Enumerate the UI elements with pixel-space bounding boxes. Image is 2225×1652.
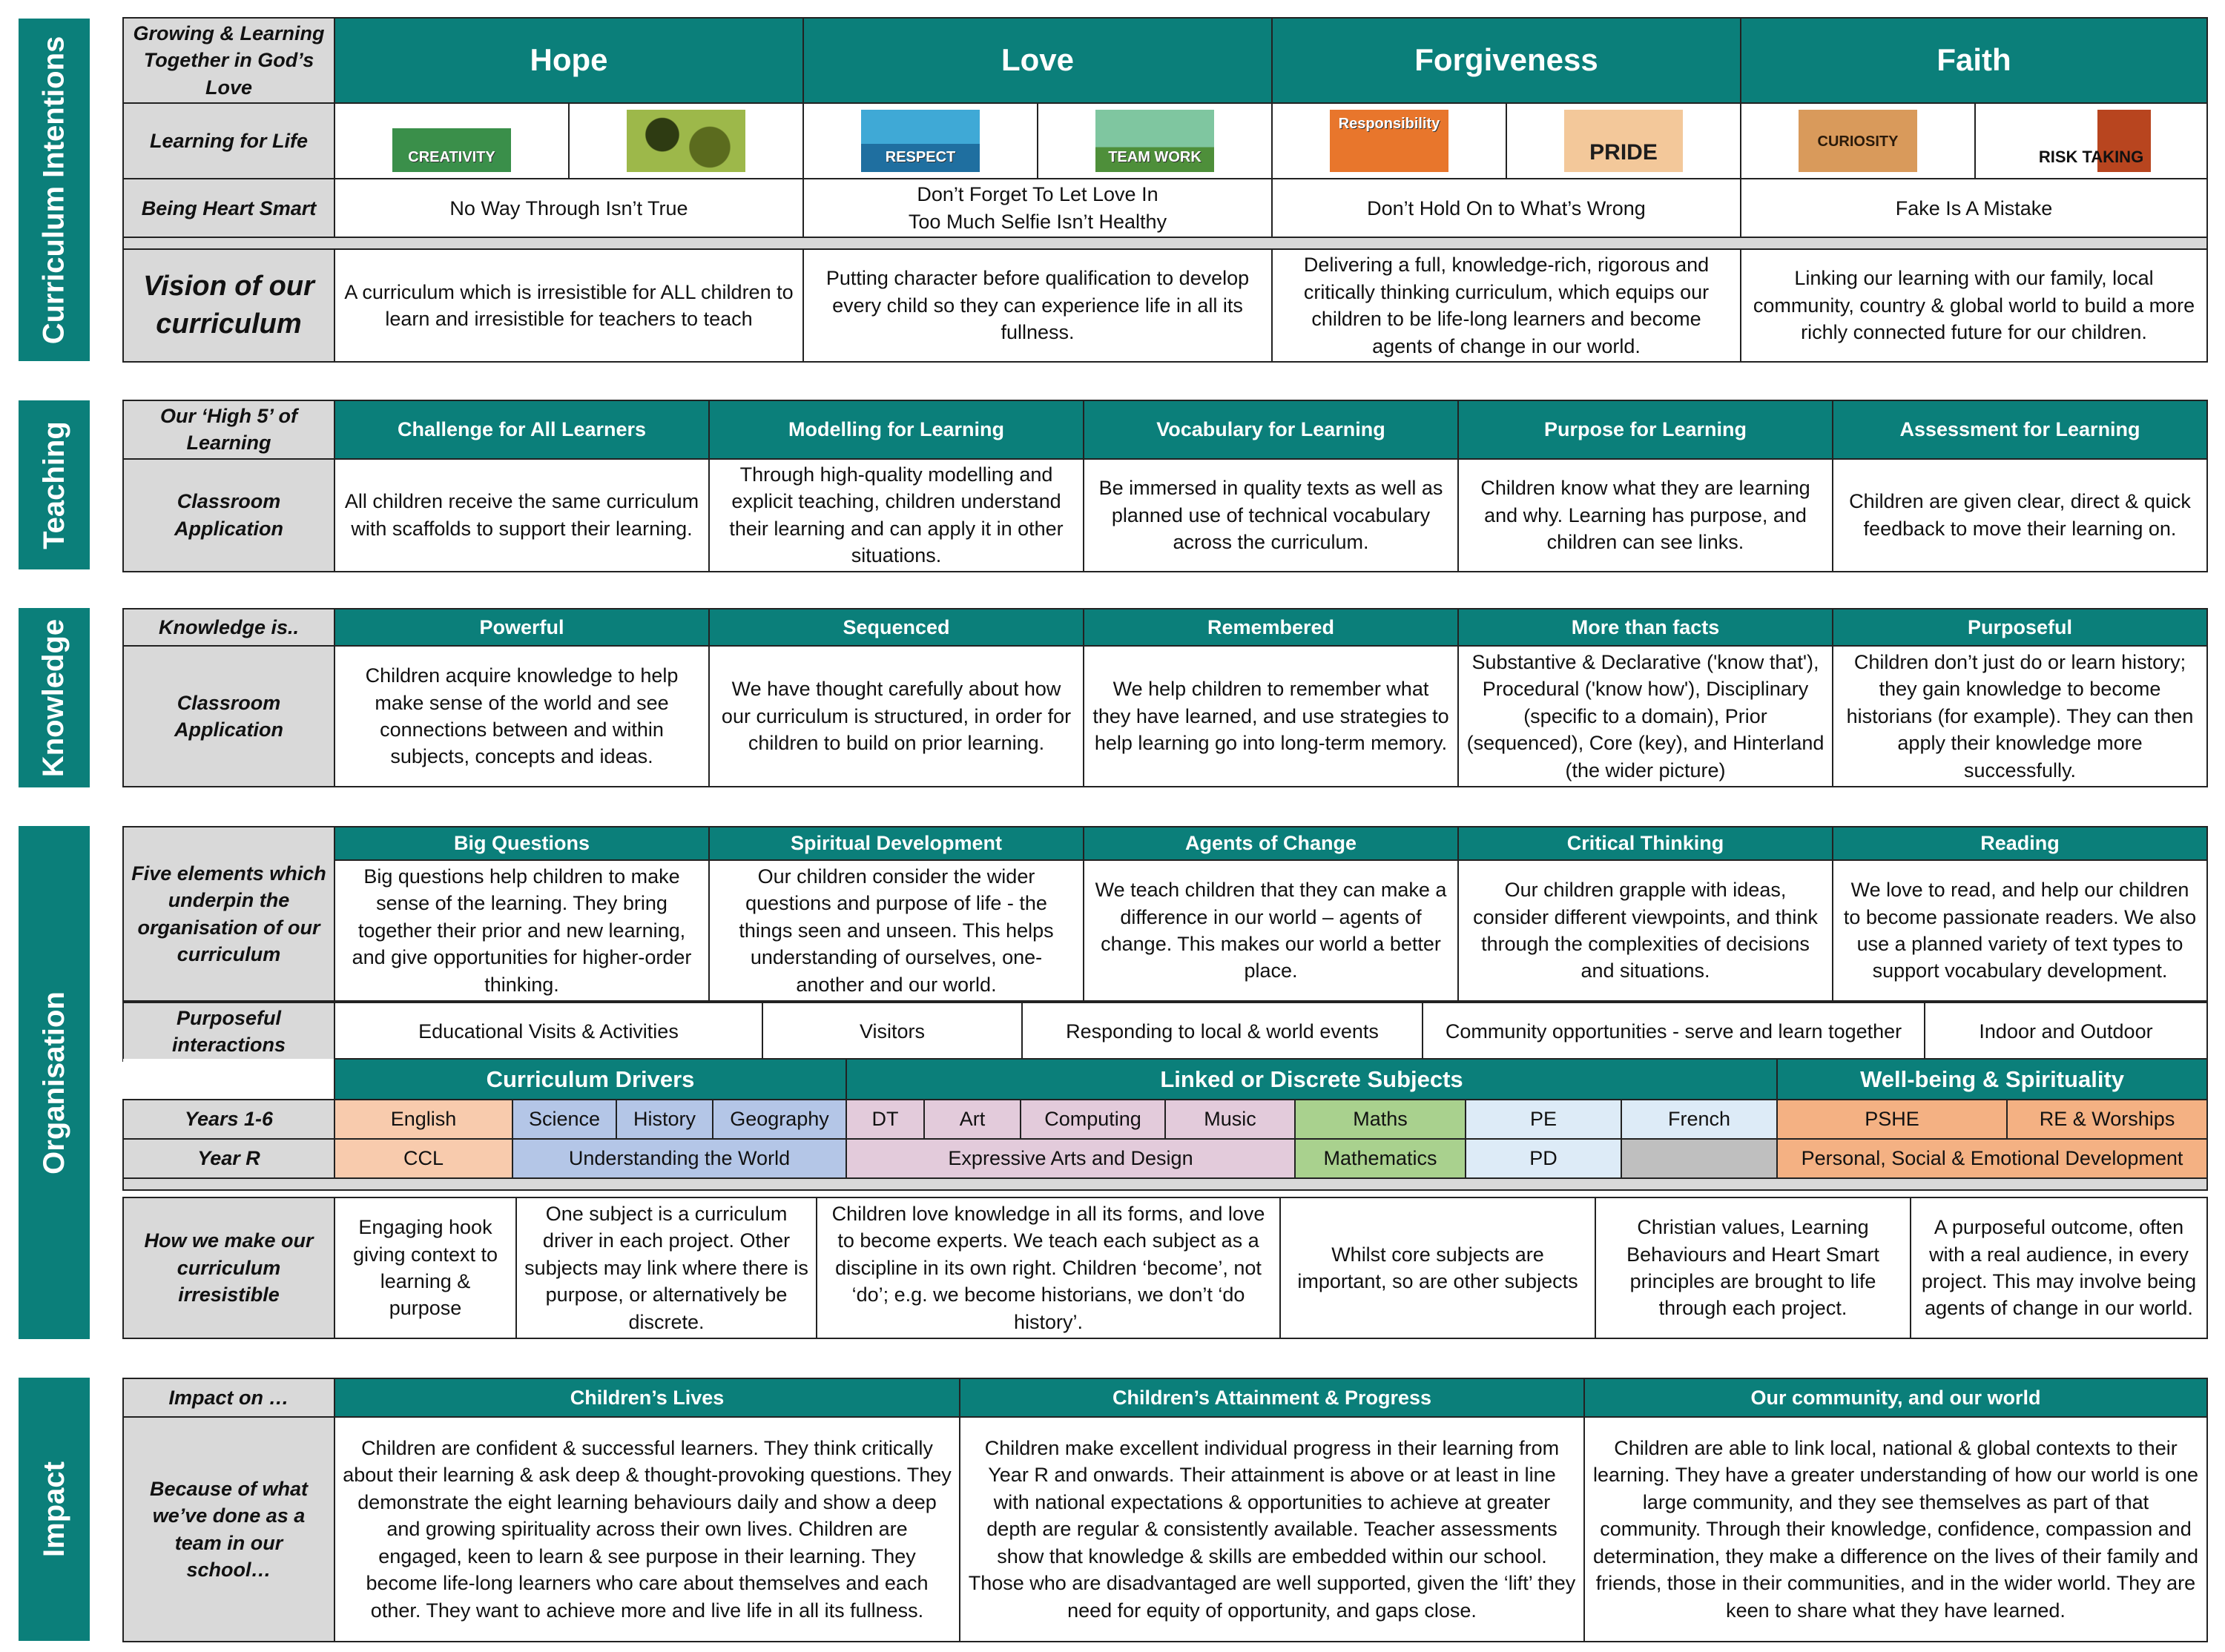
subject-psed: Personal, Social & Emotional Development [1777, 1139, 2207, 1178]
element-header: Spiritual Development [709, 827, 1084, 860]
organisation-five-elements [122, 826, 2208, 1002]
heart-love-line-2: Too Much Selfie Isn’t Healthy [908, 210, 1167, 233]
icon-label: CREATIVITY [408, 149, 495, 166]
vision-love: Putting character before qualification to develop every child so they can experience life in all its fullness. [803, 249, 1272, 362]
teaching-application: Children know what they are learning and why. Learning has purpose, and children can see links. [1458, 459, 1833, 572]
interaction-item: Community opportunities - serve and learn together [1423, 1002, 1925, 1061]
irresistible-item: A purposeful outcome, often with a real audience, in every project. This may involve being agents of change in our world. [1911, 1197, 2207, 1338]
curiosity-icon [1799, 110, 1917, 172]
value-love: Love [803, 18, 1272, 103]
knowledge-application: Children don’t just do or learn history; they gain knowledge to become historians (for example). They can then apply their knowledge more successfully. [1833, 646, 2207, 787]
teaching-table [122, 400, 2208, 572]
irresistible-item: One subject is a curriculum driver in each project. Other subjects may link where there is purpose, or alternatively be discrete. [516, 1197, 817, 1338]
group-linked-subjects: Linked or Discrete Subjects [846, 1059, 1777, 1100]
subject-french: French [1621, 1100, 1777, 1139]
high-five-label: Our ‘High 5’ of Learning [123, 400, 334, 459]
knowledge-header: Purposeful [1833, 609, 2207, 646]
creativity-icon [392, 110, 511, 172]
knowledge-header: More than facts [1458, 609, 1833, 646]
section-label: Knowledge [37, 618, 70, 777]
irresistible-table [122, 1197, 2208, 1339]
because-label: Because of what we’ve done as a team in our school… [123, 1417, 334, 1642]
section-label: Teaching [37, 420, 70, 549]
vision-label: Vision of our curriculum [123, 249, 334, 362]
teaching-application: All children receive the same curriculum with scaffolds to support their learning. [334, 459, 709, 572]
teaching-application: Be immersed in quality texts as well as planned use of technical vocabulary across the curriculum. [1084, 459, 1458, 572]
teaching-header: Challenge for All Learners [334, 400, 709, 459]
knowledge-application: Substantive & Declarative ('know that'), Procedural ('know how'), Disciplinary (specific to a domain), Prior (sequenced), Core (key), and Hinterland (the wider picture) [1458, 646, 1833, 787]
impact-header: Children’s Lives [334, 1378, 960, 1417]
teaching-header: Assessment for Learning [1833, 400, 2207, 459]
years-1-6-label: Years 1-6 [123, 1100, 334, 1139]
knowledge-header: Sequenced [709, 609, 1084, 646]
vision-hope: A curriculum which is irresistible for ALL children to learn and irresistible for teachers to teach [334, 249, 803, 362]
group-wellbeing: Well-being & Spirituality [1777, 1059, 2207, 1100]
subject-pshe: PSHE [1777, 1100, 2007, 1139]
knowledge-header: Powerful [334, 609, 709, 646]
impact-header: Children’s Attainment & Progress [960, 1378, 1584, 1417]
interactions-label: Purposeful interactions [123, 1002, 334, 1061]
heart-smart-label: Being Heart Smart [123, 179, 334, 237]
subject-dt: DT [846, 1100, 924, 1139]
value-faith: Faith [1741, 18, 2207, 103]
section-label: Curriculum Intentions [37, 36, 70, 344]
knowledge-is-label: Knowledge is.. [123, 609, 334, 646]
risk-taking-icon [2032, 110, 2151, 172]
irresistible-item: Children love knowledge in all its forms, and love to become experts. We teach each subject as a discipline in its own right. Children ‘become’, not ‘do’; e.g. we become historians, we don’t ‘do history’. [817, 1197, 1280, 1338]
blank-corner [123, 1059, 334, 1100]
heart-hope: No Way Through Isn’t True [334, 179, 803, 237]
section-knowledge [19, 608, 90, 787]
group-curriculum-drivers: Curriculum Drivers [334, 1059, 846, 1100]
icon-label: Responsibility [1338, 116, 1440, 133]
teaching-header: Modelling for Learning [709, 400, 1084, 459]
interaction-item: Indoor and Outdoor [1925, 1002, 2207, 1061]
icon-label: RESPECT [885, 149, 956, 166]
heart-faith: Fake Is A Mistake [1741, 179, 2207, 237]
subject-empty [1621, 1139, 1777, 1178]
subject-geography: Geography [713, 1100, 846, 1139]
subject-ccl: CCL [334, 1139, 512, 1178]
element-header: Agents of Change [1084, 827, 1458, 860]
subject-history: History [616, 1100, 713, 1139]
impact-on-label: Impact on … [123, 1378, 334, 1417]
impact-text: Children are able to link local, national & global contexts to their learning. They have a greater understanding of how our world is one large community, and they see themselves as part of that community. Through their knowledge, confidence, compassion and determination, they make a difference on the lives of their family and friends, those in their communities, and in the wider world. They are keen to share what they have learned. [1584, 1417, 2207, 1642]
section-label: Organisation [37, 991, 70, 1174]
icon-label: PRIDE [1589, 139, 1658, 165]
element-text: We love to read, and help our children to become passionate readers. We also use a planned variety of text types to support vocabulary development. [1833, 860, 2207, 1001]
spacer [123, 237, 2207, 249]
section-teaching [19, 400, 90, 569]
purposeful-interactions [122, 1002, 2208, 1062]
impact-table [122, 1378, 2208, 1642]
knowledge-table [122, 608, 2208, 787]
subject-science: Science [512, 1100, 616, 1139]
impact-text: Children make excellent individual progress in their learning from Year R and onwards. Their attainment is above or at least in line with national expectations & opportunities to achieve at greater depth are regular & consistently available. Teacher assessments show that knowledge & skills are embedded within our school. Those who are disadvantaged are well supported, given the ‘lift’ they need for equity of opportunity, and gaps close. [960, 1417, 1584, 1642]
teamwork-icon [1095, 110, 1214, 172]
interaction-item: Visitors [762, 1002, 1022, 1061]
heart-forgiveness: Don’t Hold On to What’s Wrong [1272, 179, 1741, 237]
heart-love [803, 179, 1272, 237]
section-organisation [19, 826, 90, 1339]
subject-english: English [334, 1100, 512, 1139]
subject-re-worships: RE & Worships [2007, 1100, 2207, 1139]
subject-maths: Maths [1295, 1100, 1466, 1139]
teaching-application: Children are given clear, direct & quick feedback to move their learning on. [1833, 459, 2207, 572]
interaction-item: Responding to local & world events [1022, 1002, 1423, 1061]
responsibility-icon [1330, 110, 1448, 172]
vision-forgiveness: Delivering a full, knowledge-rich, rigorous and critically thinking curriculum, which equips our children to be life-long learners and become agents of change in our world. [1272, 249, 1741, 362]
impact-text: Children are confident & successful learners. They think critically about their learning & ask deep & thought-provoking questions. They demonstrate the eight learning behaviours daily and show a deep and growing spirituality across their own lives. Children are engaged, keen to learn & see purpose in their learning. They become life-long learners who care about themselves and each other. They want to achieve more and live life in all its fullness. [334, 1417, 960, 1642]
subject-computing: Computing [1021, 1100, 1165, 1139]
element-text: Big questions help children to make sense of the learning. They bring together their prior and new learning, and give opportunities for higher-order thinking. [334, 860, 709, 1001]
section-impact [19, 1378, 90, 1641]
teaching-header: Purpose for Learning [1458, 400, 1833, 459]
section-label: Impact [37, 1461, 70, 1557]
icon-cell [334, 103, 569, 179]
respect-icon [861, 110, 980, 172]
subject-pd: PD [1466, 1139, 1621, 1178]
value-hope: Hope [334, 18, 803, 103]
subject-music: Music [1165, 1100, 1295, 1139]
icon-cell [1272, 103, 1506, 179]
knowledge-header: Remembered [1084, 609, 1458, 646]
subjects-table [122, 1058, 2208, 1191]
teaching-header: Vocabulary for Learning [1084, 400, 1458, 459]
element-text: Our children grapple with ideas, consider different viewpoints, and think through the complexities of decisions and situations. [1458, 860, 1833, 1001]
icon-cell [1741, 103, 1975, 179]
irresistible-item: Engaging hook giving context to learning & purpose [334, 1197, 516, 1338]
element-header: Reading [1833, 827, 2207, 860]
motto-cell: Growing & Learning Together in God’s Love [123, 18, 334, 103]
element-header: Critical Thinking [1458, 827, 1833, 860]
heart-love-line-1: Don’t Forget To Let Love In [917, 183, 1158, 206]
subject-expressive-arts: Expressive Arts and Design [846, 1139, 1295, 1178]
element-text: We teach children that they can make a difference in our world – agents of change. This makes our world a better place. [1084, 860, 1458, 1001]
section-curriculum-intentions [19, 19, 90, 361]
icon-cell [803, 103, 1038, 179]
icon-cell [1975, 103, 2207, 179]
camouflage-icon [627, 110, 745, 172]
interaction-item: Educational Visits & Activities [334, 1002, 762, 1061]
classroom-application-label: Classroom Application [123, 646, 334, 787]
year-r-label: Year R [123, 1139, 334, 1178]
icon-cell [1038, 103, 1272, 179]
pride-icon [1564, 110, 1683, 172]
element-text: Our children consider the wider questions and purpose of life - the things seen and unseen. This helps understanding of ourselves, one-another and our world. [709, 860, 1084, 1001]
subject-art: Art [924, 1100, 1021, 1139]
spacer [123, 1178, 2207, 1190]
vision-faith: Linking our learning with our family, local community, country & global world to build a more richly connected future for our children. [1741, 249, 2207, 362]
impact-header: Our community, and our world [1584, 1378, 2207, 1417]
five-elements-label: Five elements which underpin the organisation of our curriculum [123, 827, 334, 1001]
knowledge-application: We have thought carefully about how our curriculum is structured, in order for children to build on prior learning. [709, 646, 1084, 787]
element-header: Big Questions [334, 827, 709, 860]
learning-for-life-label: Learning for Life [123, 103, 334, 179]
value-forgiveness: Forgiveness [1272, 18, 1741, 103]
knowledge-application: Children acquire knowledge to help make sense of the world and see connections between and within subjects, concepts and ideas. [334, 646, 709, 787]
irresistible-item: Whilst core subjects are important, so are other subjects [1280, 1197, 1595, 1338]
knowledge-application: We help children to remember what they have learned, and use strategies to help learning go into long-term memory. [1084, 646, 1458, 787]
irresistible-label: How we make our curriculum irresistible [123, 1197, 334, 1338]
irresistible-item: Christian values, Learning Behaviours and Heart Smart principles are brought to life through each project. [1595, 1197, 1911, 1338]
classroom-application-label: Classroom Application [123, 459, 334, 572]
icon-cell [569, 103, 803, 179]
icon-label: RISK TAKING [2038, 147, 2144, 166]
subject-pe: PE [1466, 1100, 1621, 1139]
icon-cell [1506, 103, 1741, 179]
curriculum-intentions-table [122, 17, 2208, 363]
icon-label: CURIOSITY [1817, 133, 1899, 151]
icon-label: TEAM WORK [1108, 149, 1202, 166]
subject-mathematics: Mathematics [1295, 1139, 1466, 1178]
subject-understanding-world: Understanding the World [512, 1139, 846, 1178]
teaching-application: Through high-quality modelling and explicit teaching, children understand their learning and can apply it in other situations. [709, 459, 1084, 572]
